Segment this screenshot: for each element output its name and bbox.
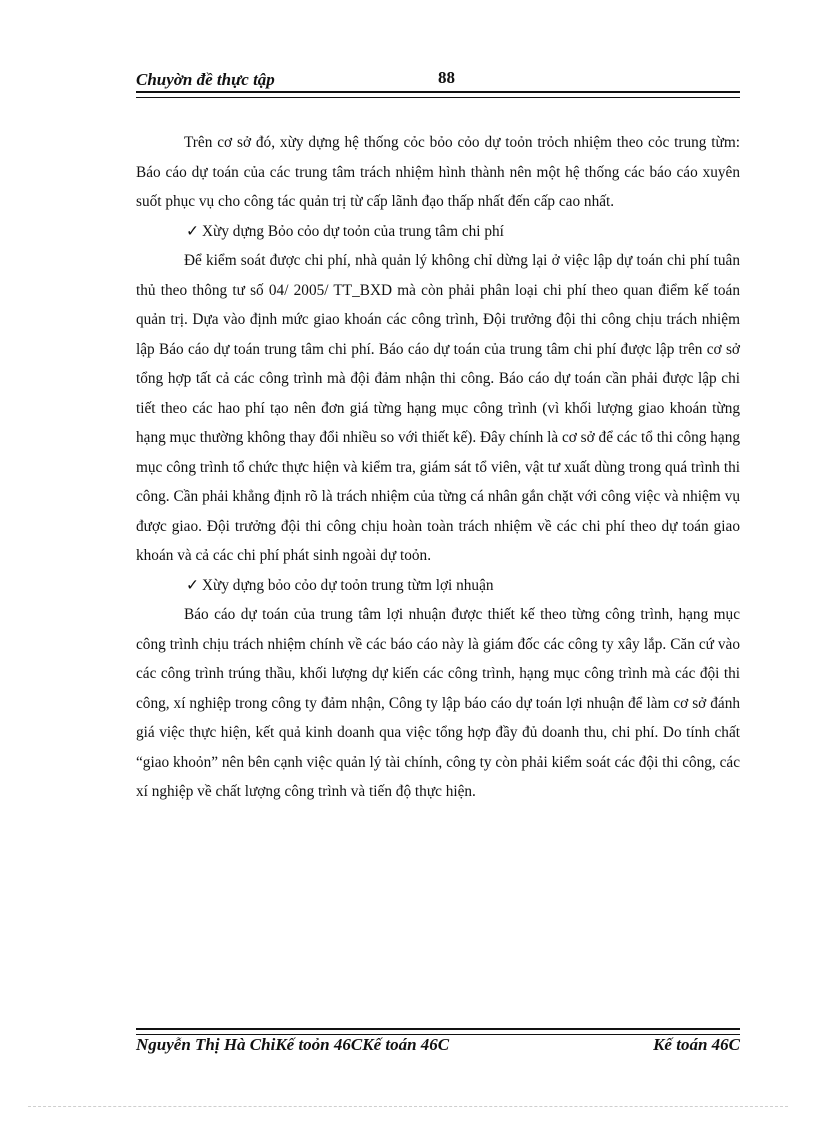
page-edge	[28, 1106, 788, 1107]
check-icon: ✓	[186, 222, 199, 240]
paragraph: Báo cáo dự toán của trung tâm lợi nhuận được thiết kế theo từng công trình, hạng mục công trình chịu trách nhiệm chính về các báo cáo này là giám đốc các công ty xây lắp. Căn cứ vào các công trình trúng thầu, khối lượng dự kiến các công trình, hạng mục công trình mà các đội thi công, xí nghiệp trong công ty đảm nhận, Công ty lập báo cáo dự toán lợi nhuận để làm cơ sở đánh giá việc thực hiện, kết quả kinh doanh qua việc tổng hợp đầy đủ doanh thu, chi phí. Do tính chất “giao khoỏn” nên bên cạnh việc quản lý tài chính, công ty còn phải kiểm soát các đội thi công, các xí nghiệp về chất lượng công trình và tiến độ thực hiện.	[136, 606, 740, 800]
check-icon: ✓	[186, 576, 199, 594]
header-rule	[136, 91, 740, 98]
footer-class: Kế toán 46C	[653, 1035, 740, 1054]
paragraph: Trên cơ sở đó, xừy dựng hệ thống cỏc bỏo cỏo dự toỏn trỏch nhiệm theo cỏc trung từm: Báo cáo dự toán của các trung tâm trách nhiệm hình thành nên một hệ thống các báo cáo xuyên suốt phục vụ cho công tác quản trị từ cấp lãnh đạo thấp nhất đến cấp cao nhất.	[136, 134, 740, 210]
page-footer	[136, 1035, 740, 1059]
footer-author: Nguyễn Thị Hà ChiKế toỏn 46CKế toán 46C	[136, 1035, 450, 1054]
paragraph: Để kiểm soát được chi phí, nhà quản lý không chỉ dừng lại ở việc lập dự toán chi phí tuân thủ theo thông tư số 04/ 2005/ TT_BXD mà còn phải phân loại chi phí theo quan điểm kế toán quản trị. Dựa vào định mức giao khoán các công trình, Đội trưởng đội thi công chịu trách nhiệm lập Báo cáo dự toán trung tâm chi phí. Báo cáo dự toán của trung tâm chi phí được lập trên cơ sở tổng hợp tất cả các công trình mà đội đảm nhận thi công. Báo cáo dự toán cần phải được lập chi tiết theo các hao phí tạo nên đơn giá từng hạng mục công trình (vì khối lượng giao khoán từng hạng mục thường không thay đổi nhiều so với thiết kế). Đây chính là cơ sở để các tổ thi công hạng mục công trình tổ chức thực hiện và kiểm tra, giám sát tổ viên, vật tư xuất dùng trong quá trình thi công. Cần phải khẳng định rõ là trách nhiệm của từng cá nhân gắn chặt với công việc và nhiệm vụ được giao. Đội trưởng đội thi công chịu hoàn toàn trách nhiệm về các chi phí theo dự toán giao khoán và cả các chi phí phát sinh ngoài dự toỏn.	[136, 252, 740, 564]
document-body	[136, 128, 740, 807]
bullet-item: ✓ Xừy dựng bỏo cỏo dự toỏn trung từm lợi nhuận	[136, 571, 740, 601]
footer-rule	[136, 1028, 740, 1035]
page-number: 88	[438, 68, 455, 87]
header-title: Chuyờn đề thực tập	[136, 70, 275, 89]
page-header	[136, 68, 740, 92]
bullet-item: ✓ Xừy dựng Bỏo cỏo dự toỏn của trung tâm chi phí	[136, 217, 740, 247]
